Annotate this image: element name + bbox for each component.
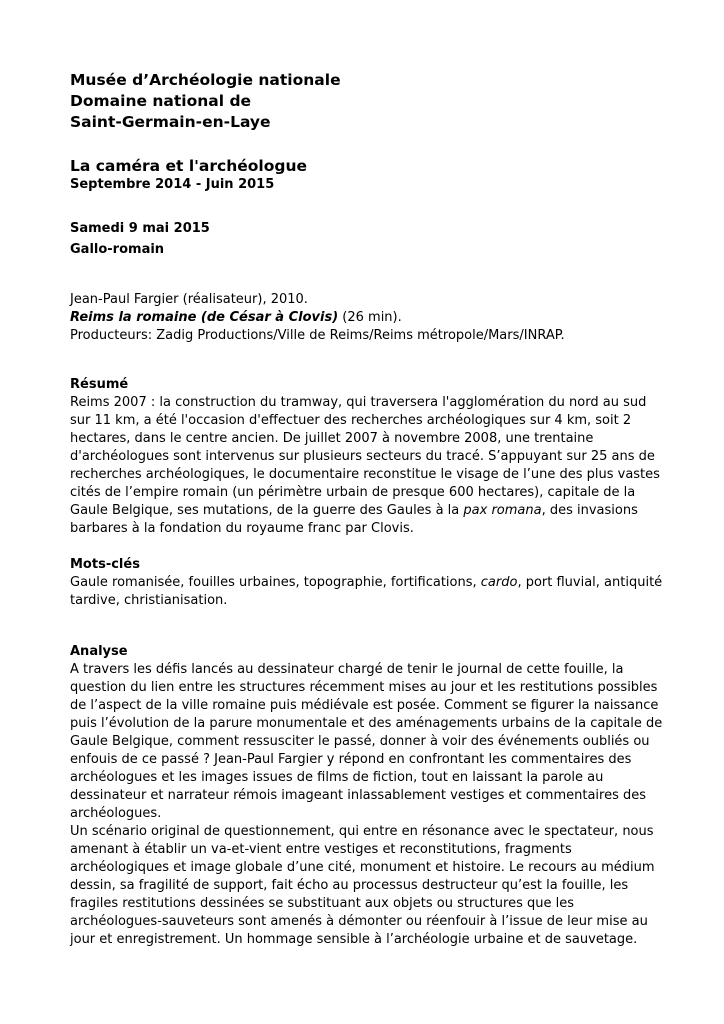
analysis-line: de l’aspect de la ville romaine puis médiévale est posée. Comment se figurer la naissance — [70, 698, 659, 713]
resume-line-part: , des invasions — [541, 503, 638, 518]
film-title-line — [70, 309, 660, 327]
analysis-line: jour et enregistrement. Un hommage sensible à l’archéologie urbaine et de sauvetage. — [70, 932, 638, 947]
resume-line: Reims 2007 : la construction du tramway, qui traversera l'agglomération du nord au sud — [70, 395, 647, 410]
resume-text — [70, 394, 660, 538]
resume-line-part: Gaule Belgique, ses mutations, de la guerre des Gaules à la — [70, 503, 464, 518]
keywords-line-part: , port fluvial, antiquité — [517, 575, 663, 590]
keywords-heading: Mots-clés — [70, 557, 140, 572]
analysis-line: puis l’évolution de la parure monumentale et des aménagements urbains de la capitale de — [70, 716, 663, 731]
resume-italic-term: pax romana — [463, 503, 542, 518]
analysis-line: archéologues. — [70, 806, 162, 821]
keywords-section — [70, 556, 663, 610]
resume-line: sur 11 km, a été l'occasion d'effectuer des recherches archéologiques sur 4 km, soit 2 — [70, 413, 632, 428]
film-duration: (26 min). — [338, 310, 402, 325]
institution-header — [70, 70, 660, 133]
analysis-line: dessinateur et narrateur rémois imageant inlassablement vestiges et commentaires des — [70, 788, 647, 803]
analysis-line: Gaule Belgique, comment ressusciter le passé, donner à voir des événements oubliés ou — [70, 734, 650, 749]
analysis-heading: Analyse — [70, 644, 128, 659]
analysis-section — [70, 643, 663, 949]
keywords-line: tardive, christianisation. — [70, 593, 228, 608]
resume-line: cités de l’empire romain (un périmètre urbain de presque 600 hectares), capitale de la — [70, 485, 636, 500]
film-credits — [70, 291, 660, 345]
analysis-line: fragiles restitutions dessinées se substituant aux objets ou structures que les — [70, 896, 574, 911]
institution-name: Musée d’Archéologie nationale — [70, 71, 341, 89]
resume-line: recherches archéologiques, le documentaire reconstitue le visage de l’une des plus vastes — [70, 467, 660, 482]
series-title: La caméra et l'archéologue — [70, 157, 308, 175]
film-title: Reims la romaine (de César à Clovis) — [70, 310, 339, 325]
analysis-line: question du lien entre les structures récemment mises au jour et les restitutions possibles — [70, 680, 658, 695]
keywords-line — [70, 574, 663, 592]
session-theme: Gallo-romain — [70, 242, 165, 257]
resume-heading: Résumé — [70, 377, 129, 392]
institution-location: Saint-Germain-en-Laye — [70, 113, 271, 131]
resume-line: barbares à la fondation du royaume franc par Clovis. — [70, 521, 414, 536]
series-dates: Septembre 2014 - Juin 2015 — [70, 177, 275, 192]
analysis-line: amenant à établir un va-et-vient entre vestiges et reconstitutions, fragments — [70, 842, 572, 857]
analysis-line: archéologiques et image globale d’une cité, monument et histoire. Le recours au médium — [70, 860, 655, 875]
analysis-line: dessin, sa fragilité de support, fait écho au processus destructeur qu’est la fouille, les — [70, 878, 629, 893]
resume-line: hectares, dans le centre ancien. De juillet 2007 à novembre 2008, une trentaine — [70, 431, 594, 446]
document-page — [70, 70, 663, 949]
keywords-line-part: Gaule romanisée, fouilles urbaines, topographie, fortifications, — [70, 575, 481, 590]
analysis-line: enfouis de ce passé ? Jean-Paul Fargier y répond en confrontant les commentaires des — [70, 752, 632, 767]
keywords-italic-term: cardo — [480, 575, 518, 590]
session-date: Samedi 9 mai 2015 — [70, 221, 210, 236]
analysis-line: archéologues-sauveteurs sont amenés à démonter ou réenfouir à l’issue de leur mise au — [70, 914, 648, 929]
resume-line: d'archéologues sont intervenus sur plusieurs secteurs du tracé. S’appuyant sur 25 ans de — [70, 449, 655, 464]
analysis-line: archéologues et les images issues de films de fiction, tout en laissant la parole au — [70, 770, 604, 785]
analysis-text — [70, 661, 663, 949]
keywords-text — [70, 574, 663, 610]
analysis-line: Un scénario original de questionnement, qui entre en résonance avec le spectateur, nous — [70, 824, 654, 839]
resume-section — [70, 376, 660, 538]
session-info — [70, 218, 660, 260]
analysis-line: A travers les défis lancés au dessinateur chargé de tenir le journal de cette fouille, la — [70, 662, 624, 677]
film-director: Jean-Paul Fargier (réalisateur), 2010. — [70, 292, 308, 307]
institution-domain: Domaine national de — [70, 92, 252, 110]
resume-line — [70, 502, 660, 520]
film-producers: Producteurs: Zadig Productions/Ville de Reims/Reims métropole/Mars/INRAP. — [70, 328, 565, 343]
